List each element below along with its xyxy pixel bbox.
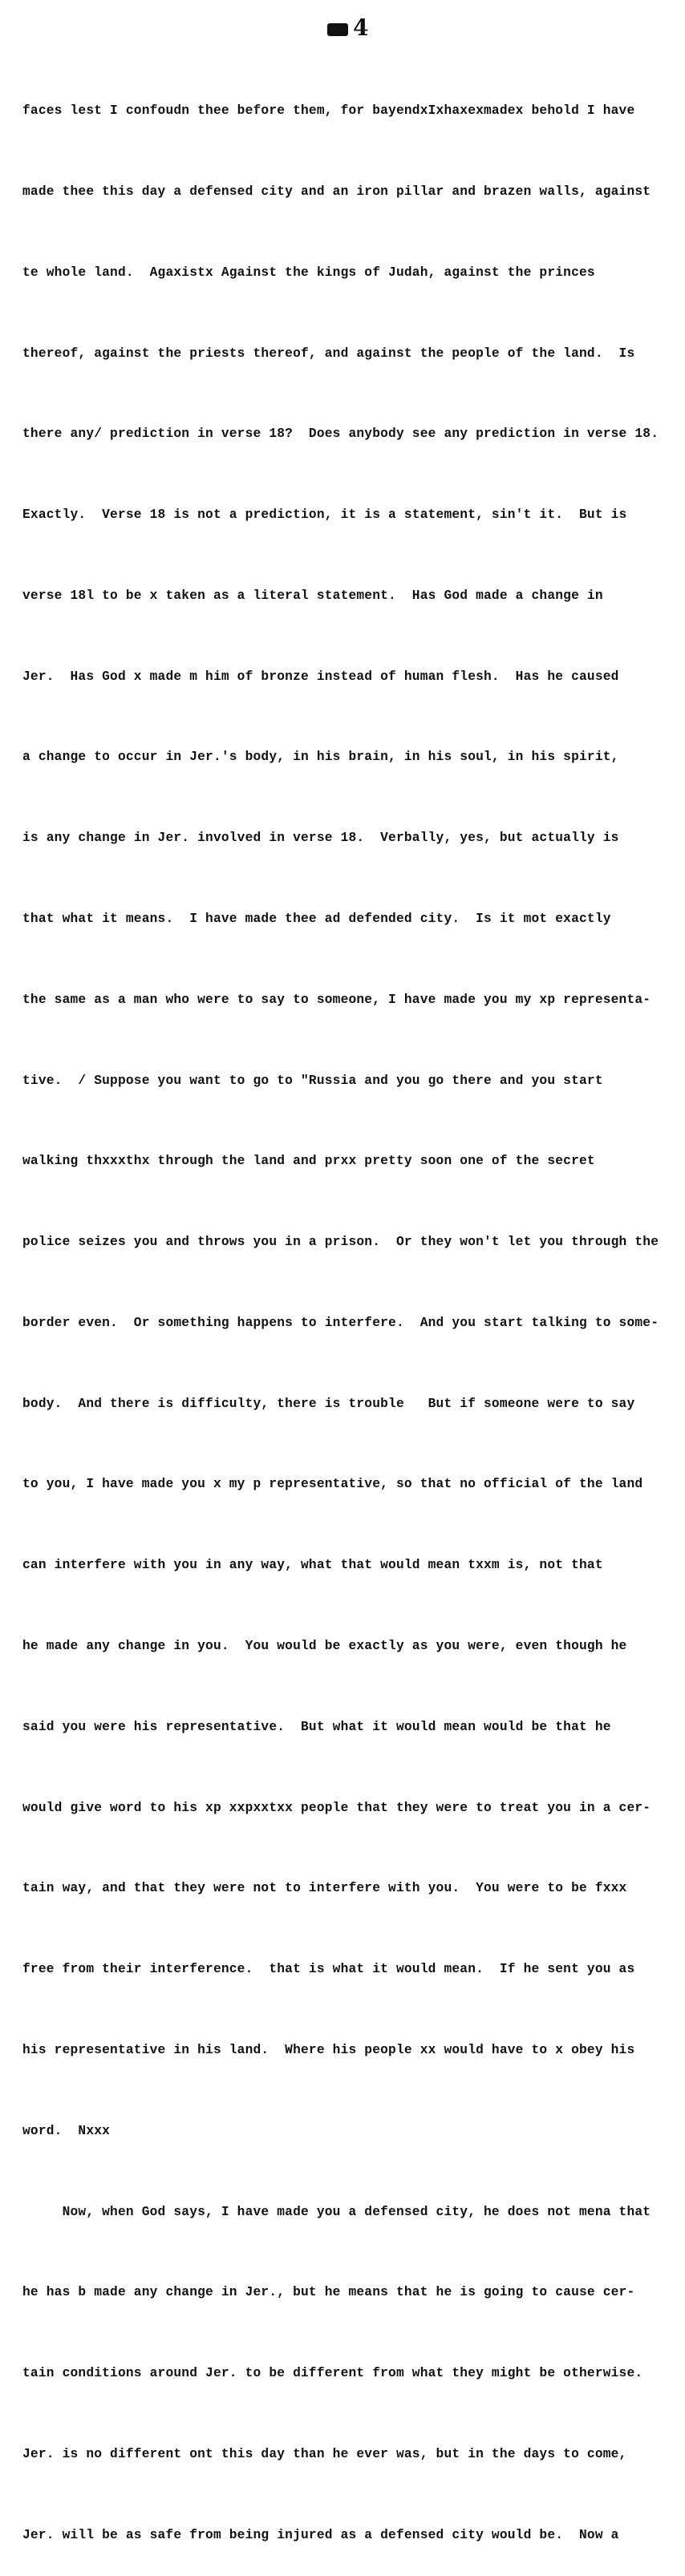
text-line: police seizes you and throws you in a prison. Or they won't let you through the bbox=[22, 1235, 659, 1250]
text-line: body. And there is difficulty, there is trouble But if someone were to say bbox=[22, 1396, 635, 1411]
text-line: tain way, and that they were not to interfere with you. You were to be fxxx bbox=[22, 1881, 627, 1896]
text-line: to you, I have made you x my p representative, so that no official of the land bbox=[22, 1477, 643, 1492]
text-line: his representative in his land. Where his people xx would have to x obey his bbox=[22, 2042, 635, 2057]
text-line: thereof, against the priests thereof, and against the people of the land. Is bbox=[22, 346, 635, 361]
text-line: he has b made any change in Jer., but he means that he is going to cause cer- bbox=[22, 2285, 635, 2300]
text-line: word. Nxxx bbox=[22, 2123, 111, 2138]
text-line: verse 18l to be x taken as a literal statement. Has God made a change in bbox=[22, 588, 603, 603]
text-line: Jer. will be as safe from being injured as a defensed city would be. Now a bbox=[22, 2527, 619, 2542]
text-line: faces lest I confoudn thee before them, for bayendxIxhaxexmadex behold I have bbox=[22, 103, 635, 119]
text-line: Now, when God says, I have made you a defensed city, he does not mena that bbox=[22, 2204, 651, 2219]
text-line: said you were his representative. But what it would mean would be that he bbox=[22, 1719, 611, 1734]
page-number bbox=[327, 14, 370, 41]
text-line: Exactly. Verse 18 is not a prediction, it is a statement, sin't it. But is bbox=[22, 508, 627, 523]
text-line: tain conditions around Jer. to be different from what they might be otherwise. bbox=[22, 2366, 643, 2381]
text-line: can interfere with you in any way, what that would mean txxm is, not that bbox=[22, 1558, 603, 1573]
page-number-text: 4 bbox=[353, 14, 371, 41]
text-line: is any change in Jer. involved in verse 18. Verbally, yes, but actually is bbox=[22, 831, 619, 846]
text-line: Jer. is no different ont this day than he ever was, but in the days to come, bbox=[22, 2446, 627, 2461]
text-line: there any/ prediction in verse 18? Does anybody see any prediction in verse 18. bbox=[22, 427, 659, 442]
text-line: made thee this day a defensed city and an iron pillar and brazen walls, against bbox=[22, 184, 651, 199]
text-line: walking thxxxthx through the land and prxx pretty soon one of the secret bbox=[22, 1154, 595, 1169]
text-line: the same as a man who were to say to someone, I have made you my xp representa- bbox=[22, 992, 651, 1007]
text-line: te whole land. Agaxistx Against the kings of Judah, against the princes bbox=[22, 265, 595, 280]
text-line: border even. Or something happens to interfere. And you start talking to some- bbox=[22, 1315, 659, 1330]
text-line: would give word to his xp xxpxxtxx people that they were to treat you in a cer- bbox=[22, 1800, 651, 1815]
typed-text-body bbox=[22, 44, 674, 2576]
text-line: that what it means. I have made thee ad defended city. Is it mot exactly bbox=[22, 912, 611, 926]
text-line: he made any change in you. You would be exactly as you were, even though he bbox=[22, 1639, 627, 1654]
text-line: free from their interference. that is what it would mean. If he sent you as bbox=[22, 1962, 635, 1977]
page-number-mark-icon bbox=[327, 23, 348, 36]
text-line: Jer. Has God x made m him of bronze instead of human flesh. Has he caused bbox=[22, 669, 619, 684]
text-line: a change to occur in Jer.'s body, in his brain, in his soul, in his spirit, bbox=[22, 750, 619, 765]
text-line: tive. / Suppose you want to go to "Russia and you go there and you start bbox=[22, 1073, 603, 1088]
